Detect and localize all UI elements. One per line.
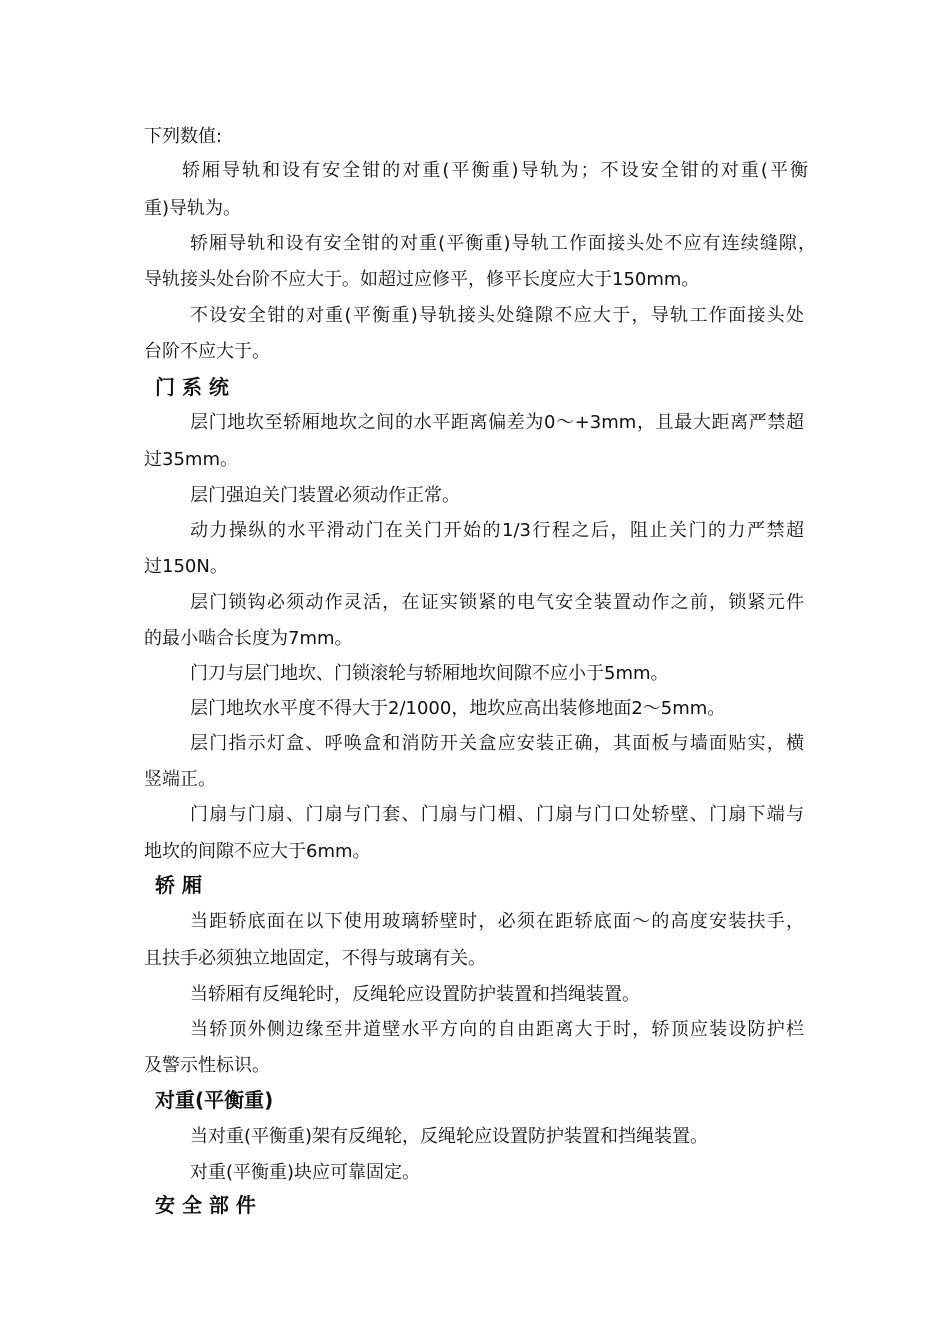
paragraph-line: 下列数值: — [144, 126, 223, 147]
paragraph-line: 层门地坎水平度不得大于2/1000，地坎应高出装修地面2～5mm。 — [190, 698, 726, 719]
paragraph-line: 层门强迫关门装置必须动作正常。 — [190, 485, 460, 506]
paragraph-line: 及警示性标识。 — [144, 1055, 270, 1076]
paragraph-line: 过35mm。 — [144, 449, 238, 470]
paragraph-line: 过150N。 — [144, 556, 228, 577]
section-heading: 对重(平衡重) — [155, 1088, 274, 1112]
paragraph-line: 动力操纵的水平滑动门在关门开始的1/3行程之后，阻止关门的力严禁超 — [190, 520, 804, 541]
paragraph-line: 重)导轨为。 — [144, 198, 242, 219]
paragraph-line: 地坎的间隙不应大于6mm。 — [144, 841, 371, 862]
paragraph-line: 层门锁钩必须动作灵活，在证实锁紧的电气安全装置动作之前，锁紧元件 — [190, 592, 804, 613]
paragraph-line: 层门指示灯盒、呼唤盒和消防开关盒应安装正确，其面板与墙面贴实，横 — [190, 733, 804, 754]
paragraph-line: 且扶手必须独立地固定，不得与玻璃有关。 — [144, 948, 486, 969]
section-heading: 门 系 统 — [155, 375, 229, 399]
paragraph-line: 对重(平衡重)块应可靠固定。 — [190, 1162, 421, 1183]
paragraph-line: 台阶不应大于。 — [144, 341, 270, 362]
paragraph-line: 层门地坎至轿厢地坎之间的水平距离偏差为0～+3mm，且最大距离严禁超 — [190, 412, 804, 433]
paragraph-line: 门刀与层门地坎、门锁滚轮与轿厢地坎间隙不应小于5mm。 — [190, 663, 669, 684]
section-heading: 安 全 部 件 — [155, 1193, 256, 1217]
paragraph-line: 门扇与门扇、门扇与门套、门扇与门楣、门扇与门口处轿壁、门扇下端与 — [190, 804, 804, 825]
paragraph-line: 当距轿底面在以下使用玻璃轿壁时，必须在距轿底面～的高度安装扶手， — [190, 911, 804, 932]
section-heading: 轿 厢 — [155, 873, 202, 897]
paragraph-line: 的最小啮合长度为7mm。 — [144, 628, 353, 649]
paragraph-line: 竖端正。 — [144, 769, 216, 790]
paragraph-line: 导轨接头处台阶不应大于。如超过应修平，修平长度应大于150mm。 — [144, 269, 700, 290]
paragraph-line: 当对重(平衡重)架有反绳轮，反绳轮应设置防护装置和挡绳装置。 — [190, 1126, 709, 1147]
paragraph-line: 当轿顶外侧边缘至井道壁水平方向的自由距离大于时，轿顶应装设防护栏 — [190, 1019, 804, 1040]
paragraph-line: 轿厢导轨和设有安全钳的对重(平衡重)导轨为；不设安全钳的对重(平衡 — [182, 160, 808, 181]
paragraph-line: 不设安全钳的对重(平衡重)导轨接头处缝隙不应大于，导轨工作面接头处 — [190, 305, 804, 326]
paragraph-line: 当轿厢有反绳轮时，反绳轮应设置防护装置和挡绳装置。 — [190, 984, 640, 1005]
paragraph-line: 轿厢导轨和设有安全钳的对重(平衡重)导轨工作面接头处不应有连续缝隙， — [190, 233, 816, 254]
